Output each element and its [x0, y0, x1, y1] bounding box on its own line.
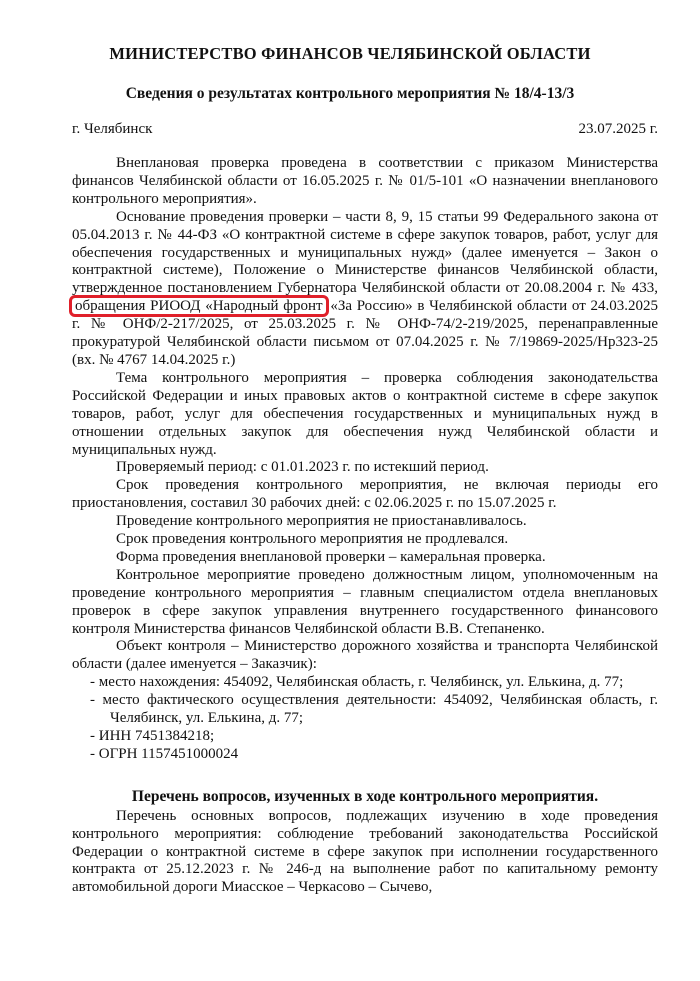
basis-text-start: Основание проведения проверки – части 8, 9, 15 статьи 99 Федерального закона от 05.04.2013 г. № 44-ФЗ «О контрактной системе в сфере закупок товаров, работ, услуг для обеспечения государственных и муниципальных нужд» (далее именуется – Закон о контрактной системе), Положение о Министерстве финансов Челябинской области, утвержденное постановлением Губернатора Челябинской области от 20.08.2004 г. № 433, — [72, 208, 658, 297]
basis-text-end: «За Россию» в Челябинской области от 24.03.2025 г. № ОНФ/2-217/2025, от 25.03.2025 г. № ОНФ-74/2-219/2025, перенаправленные прокуратурой Челябинской области письмом от 07.04.2025 г. № 7/19869-2025/Нр323-25 (вх. № 4767 14.04.2025 г.) — [72, 298, 658, 368]
paragraph-order: Внеплановая проверка проведена в соответствии с приказом Министерства финансов Челябинской области от 16.05.2025 г. № 01/5-101 «О назначении внепланового контрольного мероприятия». — [72, 155, 658, 207]
questions-heading: Перечень вопросов, изученных в ходе контрольного мероприятия. — [131, 787, 599, 805]
highlighted-appeal: обращения РИООД «Народный фронт — [69, 295, 329, 317]
place-date-row — [72, 121, 658, 138]
paragraph-object: Объект контроля – Министерство дорожного хозяйства и транспорта Челябинской области (далее именуется – Заказчик): — [72, 638, 658, 673]
paragraph-not-extended: Срок проведения контрольного мероприятия не продлевался. — [116, 531, 509, 548]
list-item-location: - место нахождения: 454092, Челябинская область, г. Челябинск, ул. Елькина, д. 77; — [90, 674, 624, 691]
paragraph-not-suspended: Проведение контрольного мероприятия не приостанавливалось. — [116, 513, 527, 530]
list-item-ogrn: - ОГРН 1157451000024 — [90, 745, 239, 762]
document-body — [72, 155, 658, 897]
list-item-inn: - ИНН 7451384218; — [90, 728, 215, 744]
ministry-title: МИНИСТЕРСТВО ФИНАНСОВ ЧЕЛЯБИНСКОЙ ОБЛАСТИ — [109, 44, 591, 63]
paragraph-topic: Тема контрольного мероприятия – проверка соблюдения законодательства Российской Федерации и иных правовых актов о контрактной системе в сфере закупок товаров, работ, услуг для обеспечения государственных и муниципальных нужд в отношении отдельных закупок для обеспечения нужд Челябинской области и муниципальных нужд. — [72, 369, 658, 458]
paragraph-form: Форма проведения внеплановой проверки – камеральная проверка. — [116, 548, 546, 565]
paragraph-period: Проверяемый период: с 01.01.2023 г. по истекший период. — [116, 459, 489, 476]
list-item-actual-address: - место фактического осуществления деятельности: 454092, Челябинская область, г. Челябинск, ул. Елькина, д. 77; — [90, 692, 658, 727]
paragraph-duration: Срок проведения контрольного мероприятия, не включая периоды его приостановления, составил 30 рабочих дней: с 02.06.2025 г. по 15.07.2025 г. — [72, 477, 658, 512]
paragraph-questions: Перечень основных вопросов, подлежащих изучению в ходе проведения контрольного мероприятия: соблюдение требований законодательства Российской Федерации о контрактной системе в сфере закупок при исполнении государственного контракта от 25.12.2023 г. № 246-д на выполнение работ по капитальному ремонту автомобильной дороги Миасское – Черкасово – Сычево, — [72, 807, 658, 896]
document-subtitle: Сведения о результатах контрольного мероприятия № 18/4-13/3 — [125, 85, 575, 102]
document-date: 23.07.2025 г. — [578, 121, 658, 137]
paragraph-inspector: Контрольное мероприятие проведено должностным лицом, уполномоченным на проведение контрольного мероприятия – главным специалистом отдела внеплановых проверок в сфере закупок управления внутреннего государственного финансового контроля Министерства финансов Челябинской области В.В. Степаненко. — [72, 566, 658, 637]
city: г. Челябинск — [72, 121, 153, 137]
paragraph-basis — [72, 209, 658, 370]
